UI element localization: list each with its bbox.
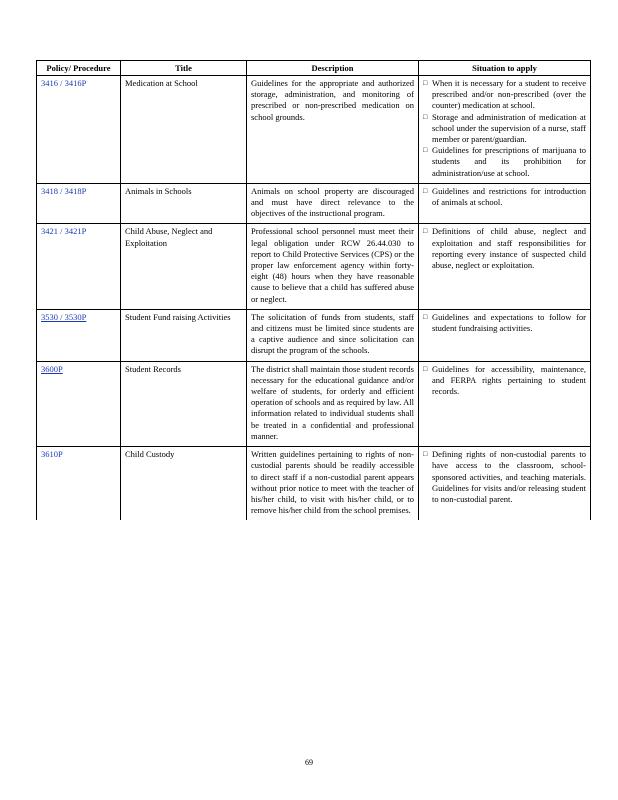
description-cell: Professional school personnel must meet their legal obligation under RCW 26.44.030 to report to Child Protective Services (CPS) or the proper law enforcement agency within forty-eight (48) hours when they have reasonable cause to believe that a child has suffered abuse or neglect. bbox=[247, 224, 419, 309]
situation-item: □ Definitions of child abuse, neglect and exploitation and staff responsibilities for reporting every instance of suspected child abuse, neglect or exploitation. bbox=[423, 226, 586, 271]
situation-item: □ Guidelines and restrictions for introduction of animals at school. bbox=[423, 186, 586, 208]
policy-cell bbox=[37, 361, 121, 446]
policy-link[interactable]: 3418 / 3418P bbox=[41, 185, 87, 196]
title-cell: Animals in Schools bbox=[121, 183, 247, 224]
title-cell: Student Fund raising Activities bbox=[121, 309, 247, 361]
situation-cell bbox=[419, 183, 591, 224]
situation-list bbox=[423, 449, 586, 505]
header-title: Title bbox=[121, 61, 247, 76]
situation-list bbox=[423, 226, 586, 271]
policy-link[interactable]: 3610P bbox=[41, 449, 63, 460]
policy-table bbox=[36, 60, 591, 520]
description-cell: Guidelines for the appropriate and authorized storage, administration, and monitoring of prescribed or non-prescribed medication on school grounds. bbox=[247, 76, 419, 184]
situation-item: □ Guidelines for accessibility, maintenance, and FERPA rights pertaining to student records. bbox=[423, 364, 586, 398]
situation-cell bbox=[419, 447, 591, 521]
situation-cell bbox=[419, 76, 591, 184]
title-cell: Student Records bbox=[121, 361, 247, 446]
policy-cell bbox=[37, 224, 121, 309]
situation-list bbox=[423, 364, 586, 398]
table-row bbox=[37, 361, 591, 446]
policy-cell bbox=[37, 447, 121, 521]
title-cell: Child Custody bbox=[121, 447, 247, 521]
page-number: 69 bbox=[305, 758, 313, 767]
title-cell: Child Abuse, Neglect and Exploitation bbox=[121, 224, 247, 309]
situation-list bbox=[423, 186, 586, 208]
header-situation: Situation to apply bbox=[419, 61, 591, 76]
situation-item: □ Defining rights of non-custodial parents to have access to the classroom, school-sponsored activities, and teaching materials. Guidelines for visits and/or releasing student to non-custodial parent. bbox=[423, 449, 586, 505]
table-row bbox=[37, 447, 591, 521]
header-row bbox=[37, 61, 591, 76]
policy-link[interactable]: 3416 / 3416P bbox=[41, 78, 87, 88]
policy-cell bbox=[37, 309, 121, 361]
table-row bbox=[37, 76, 591, 184]
situation-list bbox=[423, 78, 586, 179]
situation-cell bbox=[419, 309, 591, 361]
description-cell: Animals on school property are discouraged and must have direct relevance to the objectives of the instructional program. bbox=[247, 183, 419, 224]
situation-cell bbox=[419, 224, 591, 309]
title-cell: Medication at School bbox=[121, 76, 247, 184]
policy-link[interactable]: 3421 / 3421P bbox=[41, 226, 87, 237]
situation-item: □ When it is necessary for a student to receive prescribed and/or non-prescribed (over the counter) medication at school. bbox=[423, 78, 586, 112]
situation-item: □ Guidelines for prescriptions of marijuana to students and its prohibition for administration/use at school. bbox=[423, 145, 586, 179]
description-cell: Written guidelines pertaining to rights of non-custodial parents should be readily accessible to direct staff if a non-custodial parent appears without prior notice to meet with the teacher of his/her child, to visit with his/her child, or to remove his/her child from the school premises. bbox=[247, 447, 419, 521]
description-cell: The solicitation of funds from students, staff and citizens must be limited since students are a captive audience and since solicitation can disrupt the program of the schools. bbox=[247, 309, 419, 361]
policy-link[interactable]: 3600P bbox=[41, 363, 63, 374]
situation-list bbox=[423, 312, 586, 334]
situation-cell bbox=[419, 361, 591, 446]
situation-item: □ Storage and administration of medication at school under the supervision of a nurse, staff member or parent/guardian. bbox=[423, 112, 586, 146]
header-description: Description bbox=[247, 61, 419, 76]
policy-cell bbox=[37, 76, 121, 184]
description-cell: The district shall maintain those student records necessary for the educational guidance and/or welfare of students, for orderly and efficient operation of schools and as required by law. All information related to individual students shall be treated in a confidential and professional manner. bbox=[247, 361, 419, 446]
situation-item: □ Guidelines and expectations to follow for student fundraising activities. bbox=[423, 312, 586, 334]
table-row bbox=[37, 309, 591, 361]
policy-link[interactable]: 3530 / 3530P bbox=[41, 311, 87, 322]
policy-cell bbox=[37, 183, 121, 224]
table-row bbox=[37, 183, 591, 224]
table-row bbox=[37, 224, 591, 309]
header-policy: Policy/ Procedure bbox=[37, 61, 121, 76]
